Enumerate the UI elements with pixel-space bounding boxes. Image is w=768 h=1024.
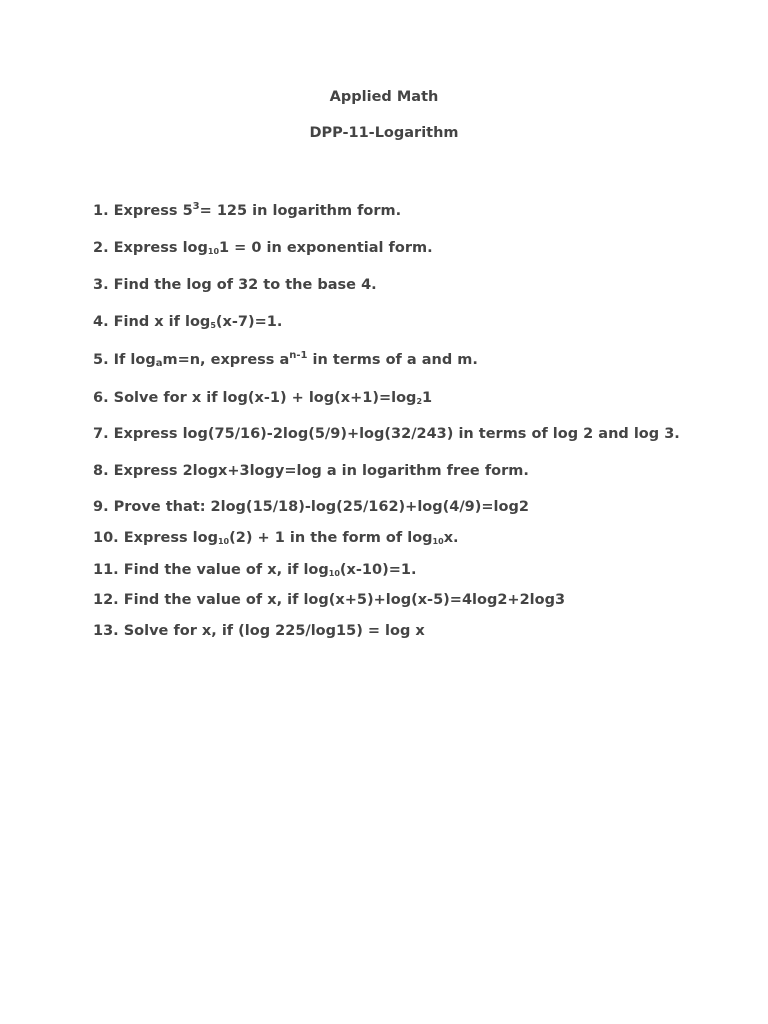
question-text: (x-7)=1.: [215, 314, 283, 330]
question-text: (x-10)=1.: [339, 562, 417, 578]
question-text: x.: [443, 530, 459, 546]
log-base: 10: [328, 569, 340, 578]
question-8: 8. Express 2logx+3logy=log a in logarithm free form.: [93, 463, 529, 479]
question-5: [93, 351, 478, 369]
document-title: Applied Math: [329, 89, 439, 105]
question-1: [93, 202, 401, 220]
log-base: 10: [432, 537, 444, 546]
question-10: [93, 529, 459, 547]
question-9: 9. Prove that: 2log(15/18)-log(25/162)+log(4/9)=log2: [93, 499, 529, 515]
question-2: [93, 239, 433, 257]
question-7: 7. Express log(75/16)-2log(5/9)+log(32/243) in terms of log 2 and log 3.: [93, 426, 680, 442]
log-base: 5: [210, 321, 216, 330]
question-text: = 125 in logarithm form.: [199, 203, 402, 219]
question-text: 11. Find the value of x, if log: [93, 562, 329, 578]
question-text: 4. Find x if log: [93, 314, 211, 330]
question-11: [93, 561, 416, 579]
exponent: 3: [192, 201, 200, 212]
question-4: [93, 313, 282, 331]
question-text: 1 = 0 in exponential form.: [219, 240, 433, 256]
question-3: 3. Find the log of 32 to the base 4.: [93, 277, 377, 293]
question-6: [93, 389, 432, 407]
document-subtitle: DPP-11-Logarithm: [309, 125, 459, 141]
question-13: 13. Solve for x, if (log 225/log15) = log x: [93, 623, 425, 639]
log-base: a: [155, 358, 163, 369]
log-base: 10: [217, 537, 230, 546]
question-12: 12. Find the value of x, if log(x+5)+log(x-5)=4log2+2log3: [93, 592, 566, 608]
log-base: 2: [416, 397, 423, 406]
exponent: n-1: [289, 350, 308, 361]
question-text: in terms of a and m.: [307, 352, 478, 368]
question-text: 10. Express log: [93, 530, 218, 546]
log-base: 10: [207, 247, 220, 256]
question-text: 6. Solve for x if log(x-1) + log(x+1)=log: [93, 390, 417, 406]
question-text: m=n, express a: [162, 352, 290, 368]
question-text: 2. Express log: [93, 240, 208, 256]
question-text: 5. If log: [93, 352, 156, 368]
question-text: (2) + 1 in the form of log: [229, 530, 433, 546]
question-text: 1. Express 5: [93, 203, 193, 219]
question-text: 1: [422, 390, 433, 406]
